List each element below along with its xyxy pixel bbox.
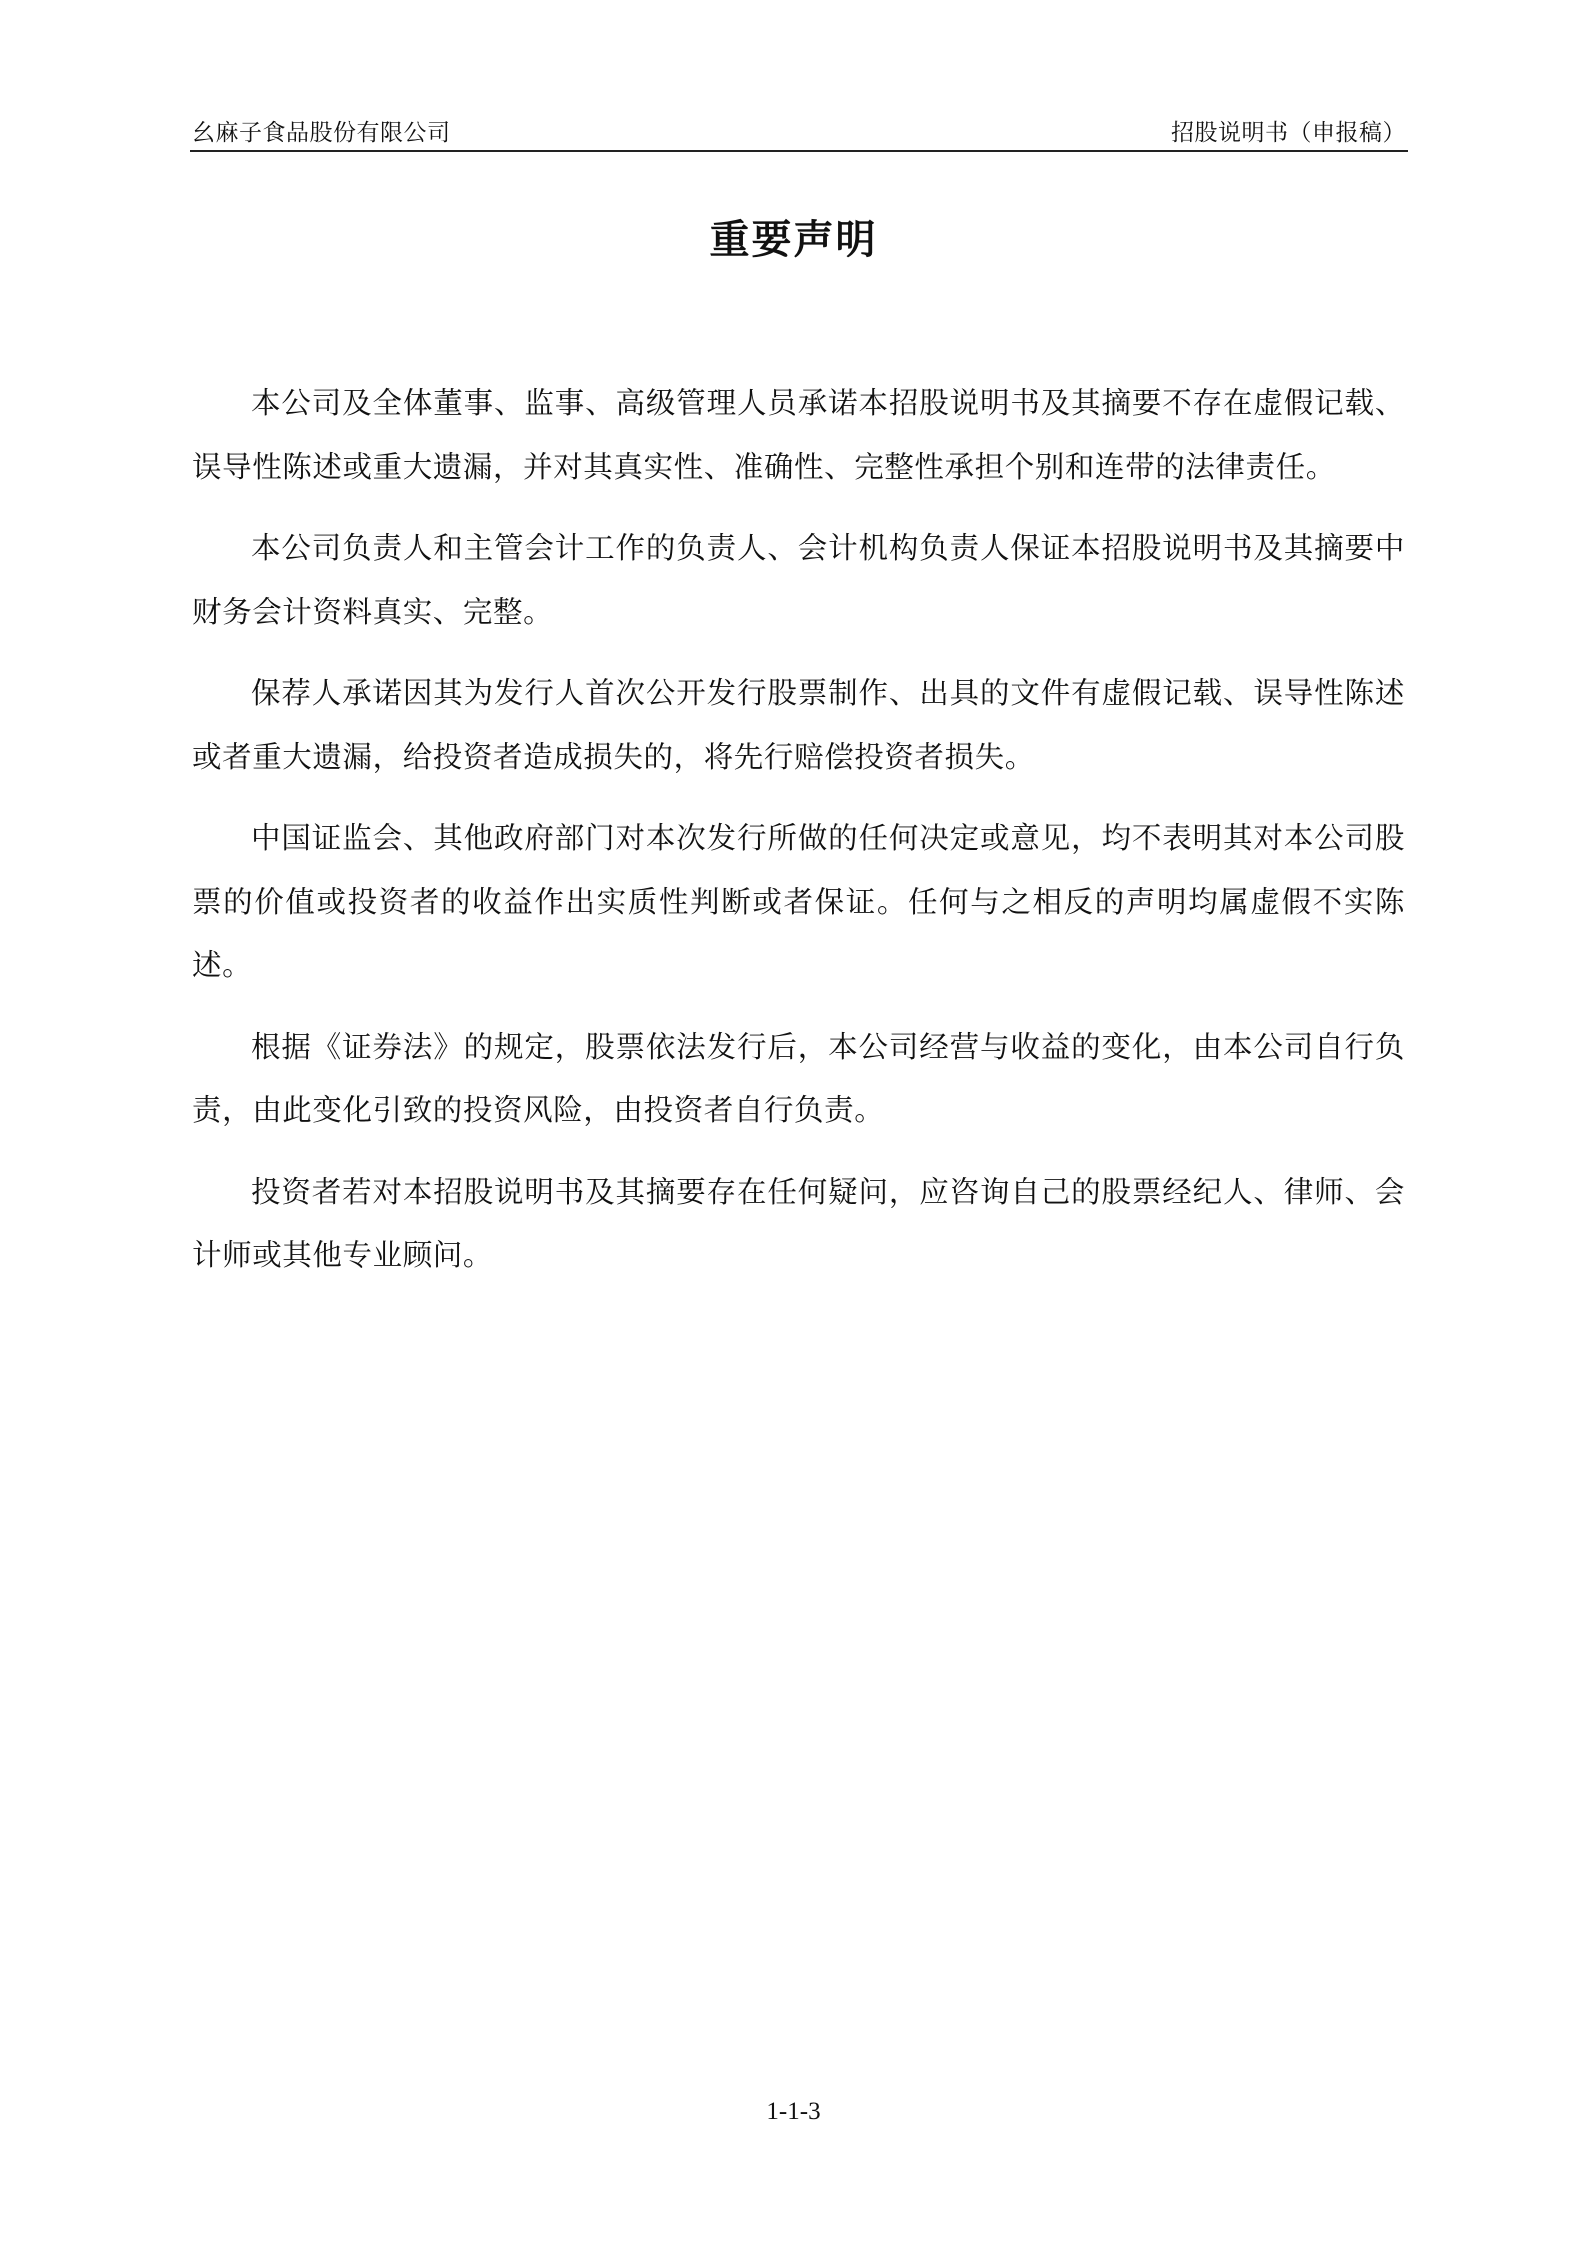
page-number: 1-1-3	[766, 2098, 821, 2125]
header-document-type: 招股说明书（申报稿）	[1171, 120, 1406, 146]
paragraph-3: 保荐人承诺因其为发行人首次公开发行股票制作、出具的文件有虚假记载、误导性陈述或者重大遗漏，给投资者造成损失的，将先行赔偿投资者损失。	[192, 676, 1405, 774]
header-company-name: 幺麻子食品股份有限公司	[192, 120, 451, 146]
paragraph-4: 中国证监会、其他政府部门对本次发行所做的任何决定或意见，均不表明其对本公司股票的价值或投资者的收益作出实质性判断或者保证。任何与之相反的声明均属虚假不实陈述。	[192, 821, 1405, 982]
paragraph-6: 投资者若对本招股说明书及其摘要存在任何疑问，应咨询自己的股票经纪人、律师、会计师或其他专业顾问。	[192, 1174, 1405, 1272]
page-header	[190, 112, 1408, 152]
paragraph-1: 本公司及全体董事、监事、高级管理人员承诺本招股说明书及其摘要不存在虚假记载、误导性陈述或重大遗漏，并对其真实性、准确性、完整性承担个别和连带的法律责任。	[192, 386, 1405, 484]
paragraph-5: 根据《证券法》的规定，股票依法发行后，本公司经营与收益的变化，由本公司自行负责，由此变化引致的投资风险，由投资者自行负责。	[192, 1029, 1405, 1127]
page-title: 重要声明	[709, 217, 878, 263]
paragraph-2: 本公司负责人和主管会计工作的负责人、会计机构负责人保证本招股说明书及其摘要中财务会计资料真实、完整。	[192, 531, 1405, 629]
document-body	[192, 372, 1405, 1306]
